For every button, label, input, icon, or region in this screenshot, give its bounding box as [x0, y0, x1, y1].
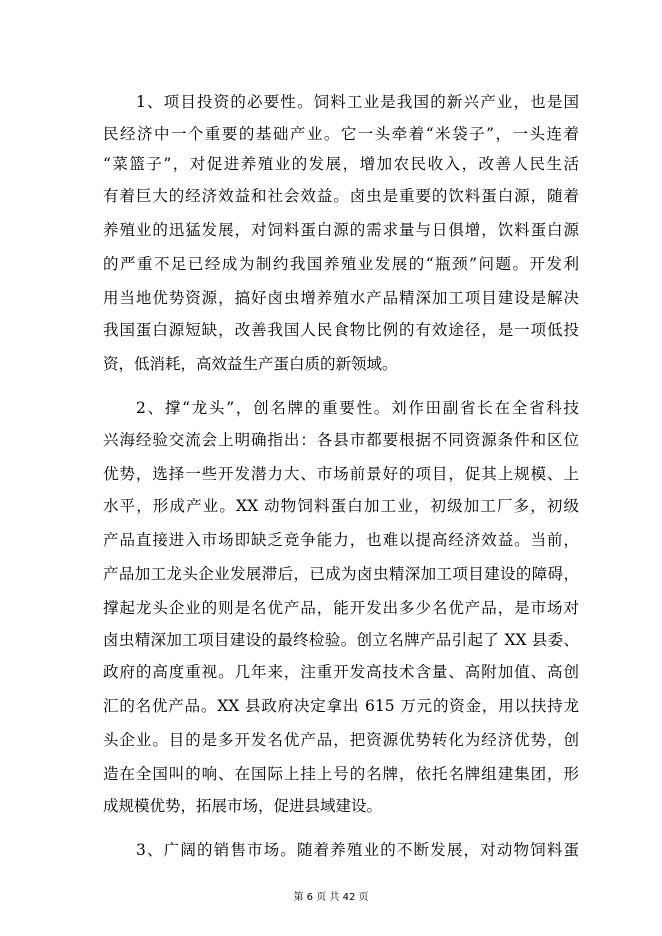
- page-number-footer: 第 6 页 共 42 页: [293, 892, 369, 903]
- paragraph-line: 3、广阔的销售市场。随着养殖业的不断发展，对动物饲料蛋: [136, 841, 579, 859]
- paragraph-line: 资，低消耗，高效益生产蛋白质的新领域。: [103, 355, 398, 373]
- paragraph-line: 兴海经验交流会上明确指出：各县市都要根据不同资源条件和区位: [103, 431, 579, 449]
- paragraph-line: 产品加工龙头企业发展滞后，已成为卤虫精深加工项目建设的障碍，: [103, 565, 579, 583]
- paragraph-line: “菜篮子”，对促进养殖业的发展，增加农民收入，改善人民生活: [103, 155, 579, 173]
- paragraph-line: 水平，形成产业。XX 动物饲料蛋白加工业，初级加工厂多，初级: [103, 497, 579, 515]
- paragraph-line: 2、撑“龙头”，创名牌的重要性。刘作田副省长在全省科技: [136, 399, 579, 417]
- paragraph-line: 1、项目投资的必要性。饲料工业是我国的新兴产业，也是国: [136, 93, 579, 111]
- paragraph-line: 用当地优势资源，搞好卤虫增养殖水产品精深加工项目建设是解决: [103, 289, 579, 307]
- paragraph-line: 成规模优势，拓展市场，促进县域建设。: [103, 797, 383, 815]
- paragraph-line: 养殖业的迅猛发展，对饲料蛋白源的需求量与日俱增，饮料蛋白源: [103, 221, 579, 239]
- paragraph-line: 我国蛋白源短缺，改善我国人民食物比例的有效途径，是一项低投: [103, 321, 579, 339]
- paragraph-line: 卤虫精深加工项目建设的最终检验。创立名牌产品引起了 XX 县委、: [103, 631, 579, 649]
- paragraph-line: 有着巨大的经济效益和社会效益。卤虫是重要的饮料蛋白源，随着: [103, 187, 579, 205]
- paragraph-line: 造在全国叫的响、在国际上挂上号的名牌，依托名牌组建集团，形: [103, 765, 579, 783]
- paragraph-line: 民经济中一个重要的基础产业。它一头牵着“米袋子”，一头连着: [103, 125, 579, 143]
- paragraph-line: 撑起龙头企业的则是名优产品，能开发出多少名优产品，是市场对: [103, 599, 579, 617]
- paragraph-line: 政府的高度重视。几年来，注重开发高技术含量、高附加值、高创: [103, 663, 579, 681]
- paragraph-line: 优势，选择一些开发潜力大、市场前景好的项目，促其上规模、上: [103, 465, 579, 483]
- paragraph-line: 的严重不足已经成为制约我国养殖业发展的“瓶颈”问题。开发利: [103, 255, 579, 273]
- paragraph-line: 头企业。目的是多开发名优产品，把资源优势转化为经济优势，创: [103, 731, 579, 749]
- paragraph-line: 产品直接进入市场即缺乏竞争能力，也难以提高经济效益。当前，: [103, 531, 579, 549]
- paragraph-line: 汇的名优产品。XX 县政府决定拿出 615 万元的资金，用以扶持龙: [103, 697, 579, 715]
